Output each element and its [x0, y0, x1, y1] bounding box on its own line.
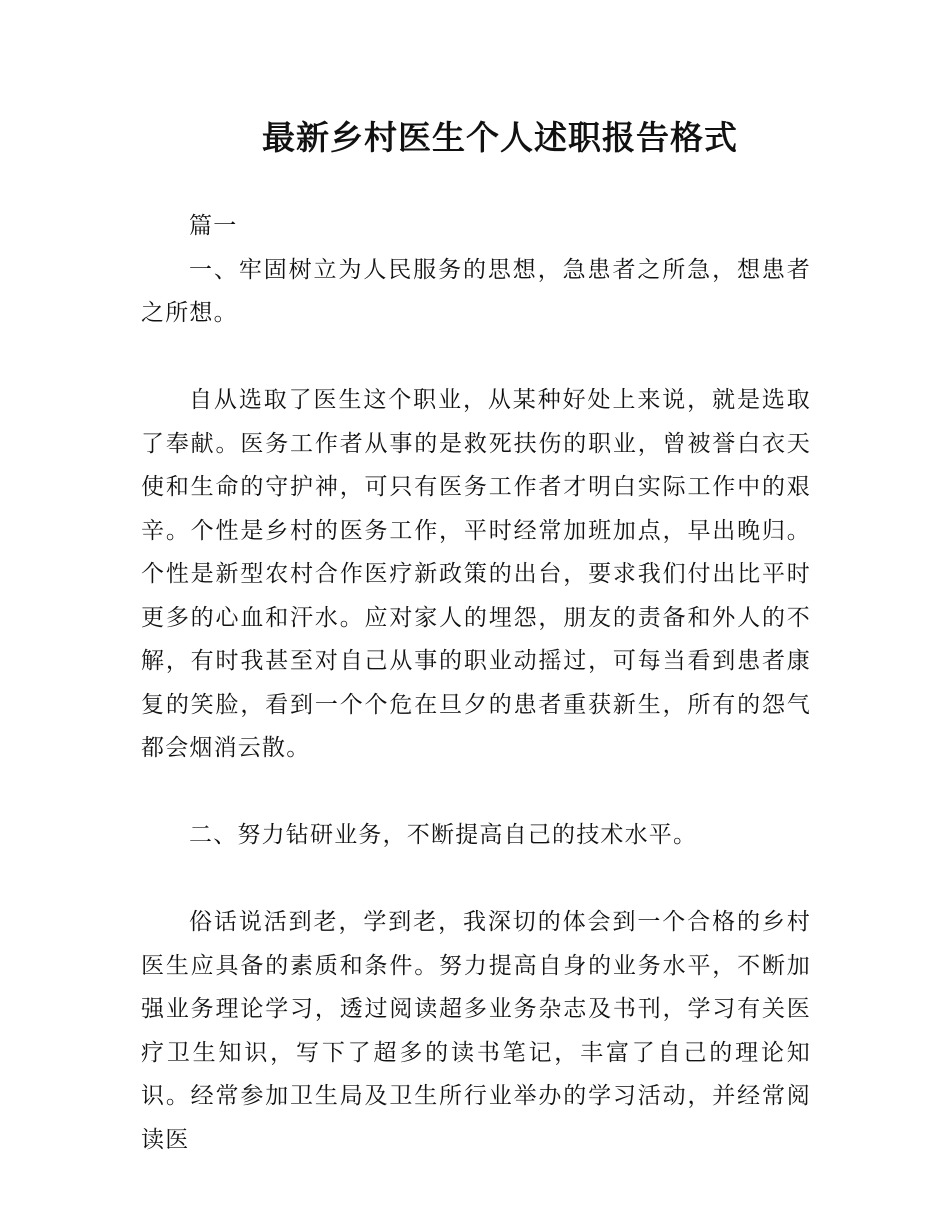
document-body [141, 205, 811, 1162]
paragraph-heading-1: 一、牢固树立为人民服务的思想，急患者之所急，想患者之所想。 [141, 256, 811, 326]
section-label: 篇一 [189, 213, 238, 239]
document-title: 最新乡村医生个人述职报告格式 [262, 118, 738, 157]
paragraph-heading-2: 二、努力钻研业务，不断提高自己的技术水平。 [189, 822, 698, 848]
paragraph-body-2: 俗话说活到老，学到老，我深切的体会到一个合格的乡村医生应具备的素质和条件。努力提高自身的业务水平，不断加强业务理论学习，透过阅读超多业务杂志及书刊，学习有关医疗卫生知识，写下了超多的读书笔记，丰富了自己的理论知识。经常参加卫生局及卫生所行业举办的学习活动，并经常阅读医 [141, 909, 811, 1153]
paragraph-body-1: 自从选取了医生这个职业，从某种好处上来说，就是选取了奉献。医务工作者从事的是救死扶伤的职业，曾被誉白衣天使和生命的守护神，可只有医务工作者才明白实际工作中的艰辛。个性是乡村的医务工作，平时经常加班加点，早出晚归。个性是新型农村合作医疗新政策的出台，要求我们付出比平时更多的心血和汗水。应对家人的埋怨，朋友的责备和外人的不解，有时我甚至对自己从事的职业动摇过，可每当看到患者康复的笑脸，看到一个个危在旦夕的患者重获新生，所有的怨气都会烟消云散。 [141, 387, 811, 761]
